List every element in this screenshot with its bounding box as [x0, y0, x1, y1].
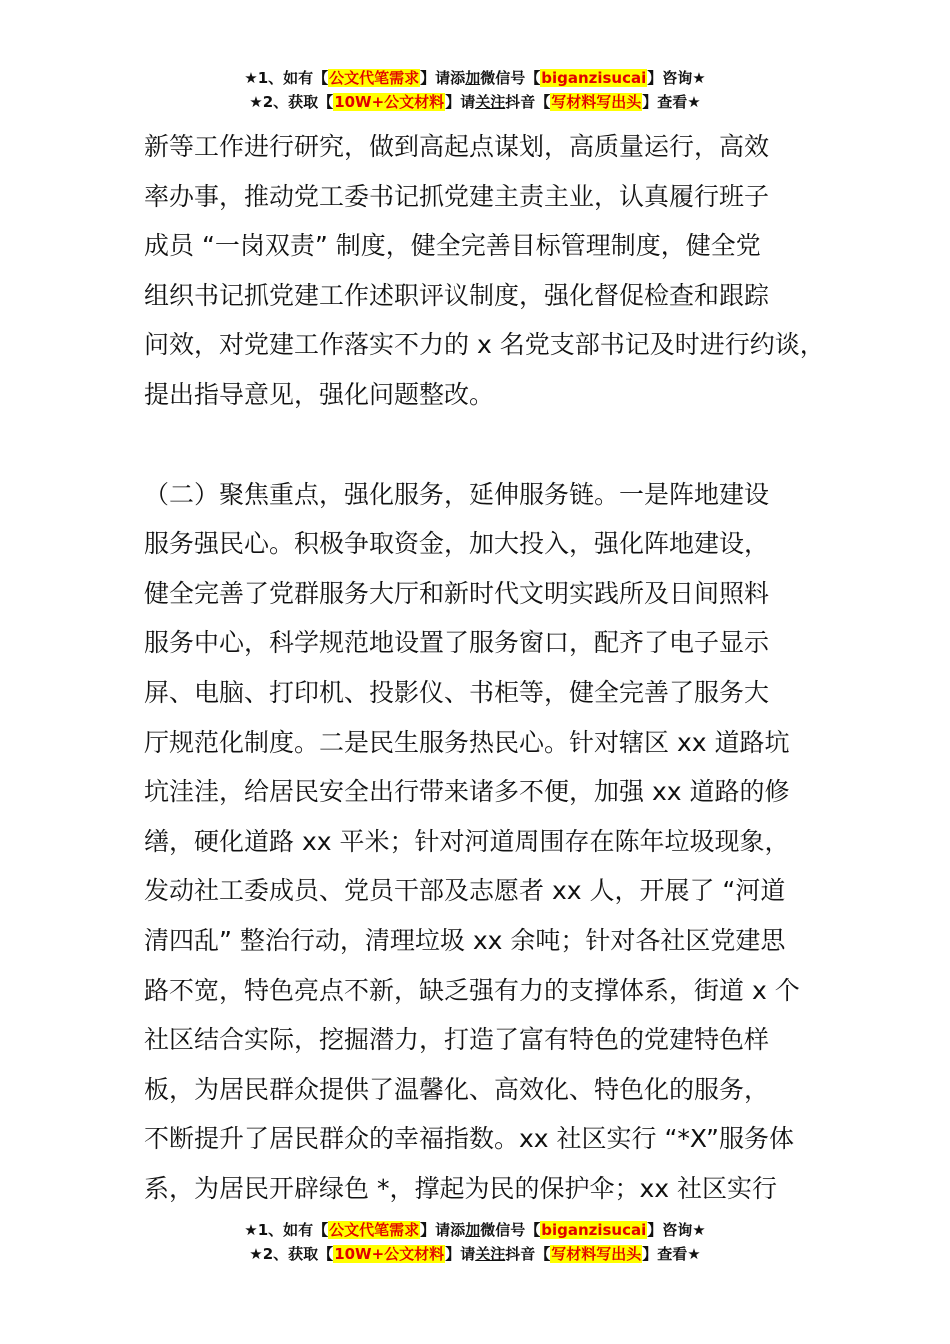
banner-line-2	[0, 90, 950, 114]
underlined-text: 加	[465, 1221, 481, 1239]
text-line: 屏、电脑、打印机、投影仪、书柜等，健全完善了服务大	[144, 677, 770, 707]
text-line: 系，为居民开辟绿色 *，撑起为民的保护伞；xx 社区实行	[144, 1173, 777, 1203]
banner-text: ★1、如有【	[244, 69, 329, 87]
banner-text: 】请	[445, 93, 476, 111]
banner-line-2	[0, 1242, 950, 1266]
banner-text: 】咨询★	[647, 69, 706, 87]
text-line: 发动社工委成员、党员干部及志愿者 xx 人，开展了 “河道	[144, 876, 786, 906]
banner-text: 】请添	[420, 1221, 466, 1239]
text-line: 厅规范化制度。二是民生服务热民心。针对辖区 xx 道路坑	[144, 727, 790, 757]
banner-text: 抖音【	[505, 1245, 551, 1263]
banner-text: 】咨询★	[647, 1221, 706, 1239]
banner-text: 微信号【	[480, 1221, 541, 1239]
text-line: 服务中心，科学规范地设置了服务窗口，配齐了电子显示	[144, 628, 770, 658]
document-body	[144, 122, 834, 1213]
text-line: （二）聚焦重点，强化服务，延伸服务链。一是阵地建设	[144, 479, 770, 509]
paragraph-1	[144, 122, 834, 420]
text-line: 新等工作进行研究，做到高起点谋划，高质量运行，高效	[144, 132, 770, 161]
highlight-service: 公文代笔需求	[329, 69, 420, 87]
text-line: 缮，硬化道路 xx 平米；针对河道周围存在陈年垃圾现象，	[144, 826, 790, 856]
text-line: 清四乱” 整治行动，清理垃圾 xx 余吨；针对各社区党建思	[144, 925, 786, 955]
highlight-service: 公文代笔需求	[329, 1221, 420, 1239]
text-line: 路不宽，特色亮点不新，缺乏强有力的支撑体系，街道 x 个	[144, 975, 800, 1005]
text-line: 不断提升了居民群众的幸福指数。xx 社区实行 “*X”服务体	[144, 1124, 795, 1154]
banner-text: 】请添	[420, 69, 466, 87]
text-line: 板，为居民群众提供了温馨化、高效化、特色化的服务，	[144, 1074, 770, 1104]
paragraph-spacer	[144, 420, 834, 470]
banner-line-1	[0, 66, 950, 90]
text-line: 健全完善了党群服务大厅和新时代文明实践所及日间照料	[144, 578, 770, 608]
highlight-materials: 10W+公文材料	[334, 1245, 445, 1263]
text-line: 问效，对党建工作落实不力的 x 名党支部书记及时进行约谈，	[144, 330, 825, 360]
highlight-douyin-id: 写材料写出头	[551, 93, 642, 111]
text-line: 提出指导意见，强化问题整改。	[144, 379, 495, 409]
banner-text: 】查看★	[642, 1245, 701, 1263]
highlight-wechat-id: biganzisucai	[541, 1221, 647, 1239]
banner-text: ★2、获取【	[249, 1245, 334, 1263]
footer-banner	[0, 1218, 950, 1266]
paragraph-2	[144, 470, 834, 1214]
text-line: 服务强民心。积极争取资金，加大投入，强化阵地建设，	[144, 529, 770, 559]
header-banner	[0, 66, 950, 114]
highlight-materials: 10W+公文材料	[334, 93, 445, 111]
underlined-text: 关注	[475, 93, 506, 111]
banner-text: ★2、获取【	[249, 93, 334, 111]
banner-line-1	[0, 1218, 950, 1242]
banner-text: 】查看★	[642, 93, 701, 111]
text-line: 组织书记抓党建工作述职评议制度，强化督促检查和跟踪	[144, 280, 770, 310]
text-line: 率办事，推动党工委书记抓党建主责主业，认真履行班子	[144, 181, 770, 211]
text-line: 坑洼洼，给居民安全出行带来诸多不便，加强 xx 道路的修	[144, 777, 790, 807]
underlined-text: 关注	[475, 1245, 506, 1263]
banner-text: 微信号【	[480, 69, 541, 87]
highlight-wechat-id: biganzisucai	[541, 69, 647, 87]
banner-text: 抖音【	[505, 93, 551, 111]
banner-text: 】请	[445, 1245, 476, 1263]
highlight-douyin-id: 写材料写出头	[551, 1245, 642, 1263]
text-line: 成员 “一岗双责” 制度，健全完善目标管理制度，健全党	[144, 231, 761, 261]
text-line: 社区结合实际，挖掘潜力，打造了富有特色的党建特色样	[144, 1025, 770, 1055]
underlined-text: 加	[465, 69, 481, 87]
banner-text: ★1、如有【	[244, 1221, 329, 1239]
